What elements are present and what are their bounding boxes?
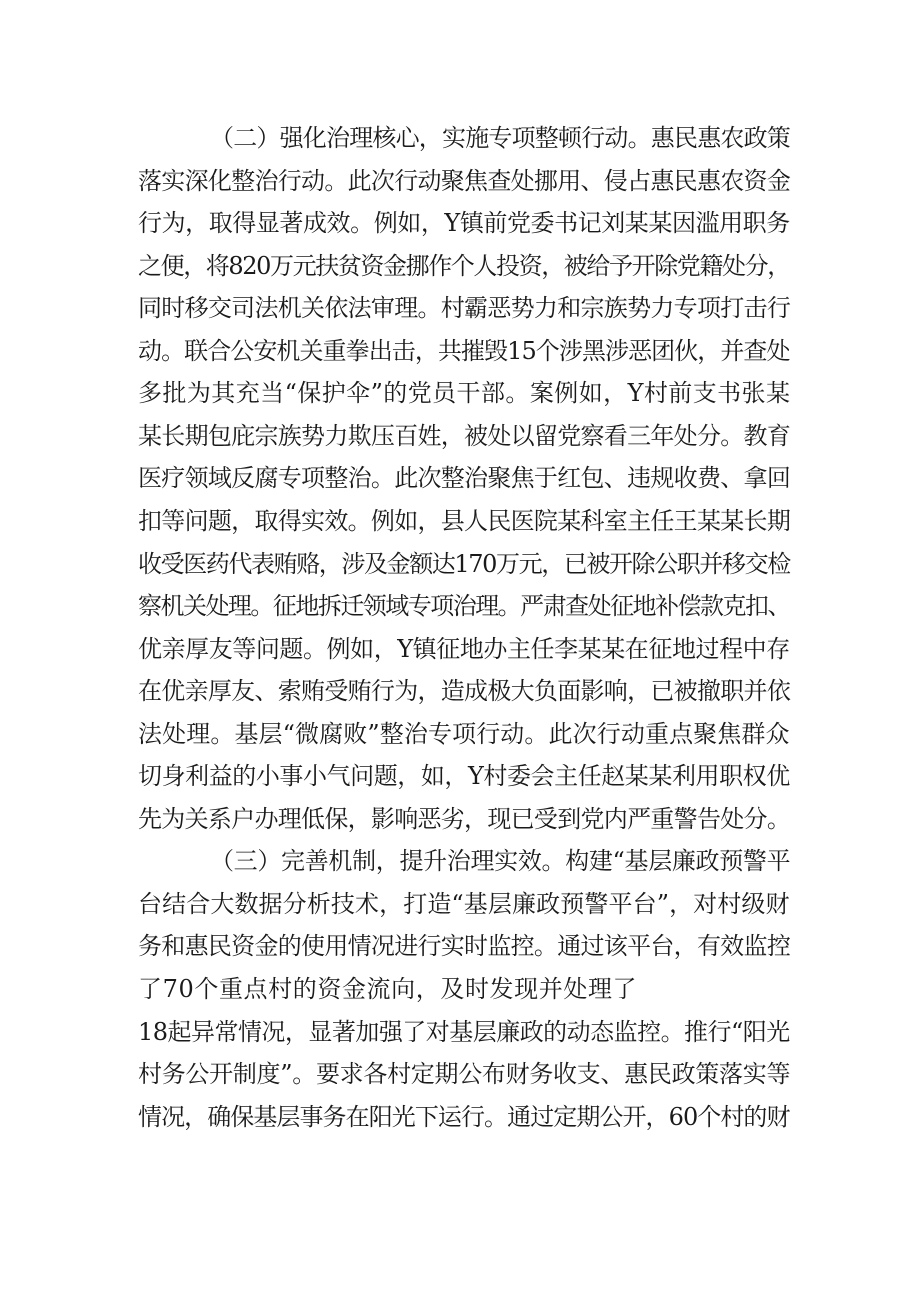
text-line: 情况，确保基层事务在阳光下运行。通过定期公开，60个村的财 xyxy=(138,1103,790,1131)
text-line: 优亲厚友等问题。例如，Y镇征地办主任李某某在征地过程中存 xyxy=(138,635,790,663)
text-line: 台结合大数据分析技术，打造“基层廉政预警平台”，对村级财 xyxy=(138,890,790,918)
text-line: 了70个重点村的资金流向，及时发现并处理了 xyxy=(138,975,638,1003)
text-line: 切身利益的小事小气问题，如，Y村委会主任赵某某利用职权优 xyxy=(138,762,790,790)
text-line: 医疗领域反腐专项整治。此次整治聚焦于红包、违规收费、拿回 xyxy=(138,464,791,492)
text-line: 村务公开制度”。要求各村定期公布财务收支、惠民政策落实等 xyxy=(138,1060,791,1088)
text-line: 务和惠民资金的使用情况进行实时监控。通过该平台，有效监控 xyxy=(138,932,791,960)
text-line: 之便，将820万元扶贫资金挪作个人投资，被给予开除党籍处分， xyxy=(138,252,790,280)
text-line: （三）完善机制，提升治理实效。构建“基层廉政预警平 xyxy=(210,847,791,875)
text-line: 收受医药代表贿赂，涉及金额达170万元，已被开除公职并移交检 xyxy=(138,550,790,578)
text-line: 18起异常情况，显著加强了对基层廉政的动态监控。推行“阳光 xyxy=(138,1018,790,1046)
text-line: 动。联合公安机关重拳出击，共摧毁15个涉黑涉恶团伙，并查处 xyxy=(138,337,790,365)
text-line: 法处理。基层“微腐败”整治专项行动。此次行动重点聚焦群众 xyxy=(138,720,790,748)
text-line: 在优亲厚友、索贿受贿行为，造成极大负面影响，已被撤职并依 xyxy=(138,677,791,705)
text-line: 某长期包庇宗族势力欺压百姓，被处以留党察看三年处分。教育 xyxy=(138,422,791,450)
text-line: （二）强化治理核心，实施专项整顿行动。惠民惠农政策 xyxy=(210,124,790,152)
text-line: 同时移交司法机关依法审理。村霸恶势力和宗族势力专项打击行 xyxy=(138,294,791,322)
text-line: 行为，取得显著成效。例如，Y镇前党委书记刘某某因滥用职务 xyxy=(138,209,790,237)
text-line: 多批为其充当“保护伞”的党员干部。案例如，Y村前支书张某 xyxy=(138,379,791,407)
text-line: 先为关系户办理低保，影响恶劣，现已受到党内严重警告处分。 xyxy=(138,805,791,833)
text-line: 扣等问题，取得实效。例如，县人民医院某科室主任王某某长期 xyxy=(138,507,791,535)
text-line: 落实深化整治行动。此次行动聚焦查处挪用、侵占惠民惠农资金 xyxy=(138,167,791,195)
text-line: 察机关处理。征地拆迁领域专项治理。严肃查处征地补偿款克扣、 xyxy=(138,592,790,620)
